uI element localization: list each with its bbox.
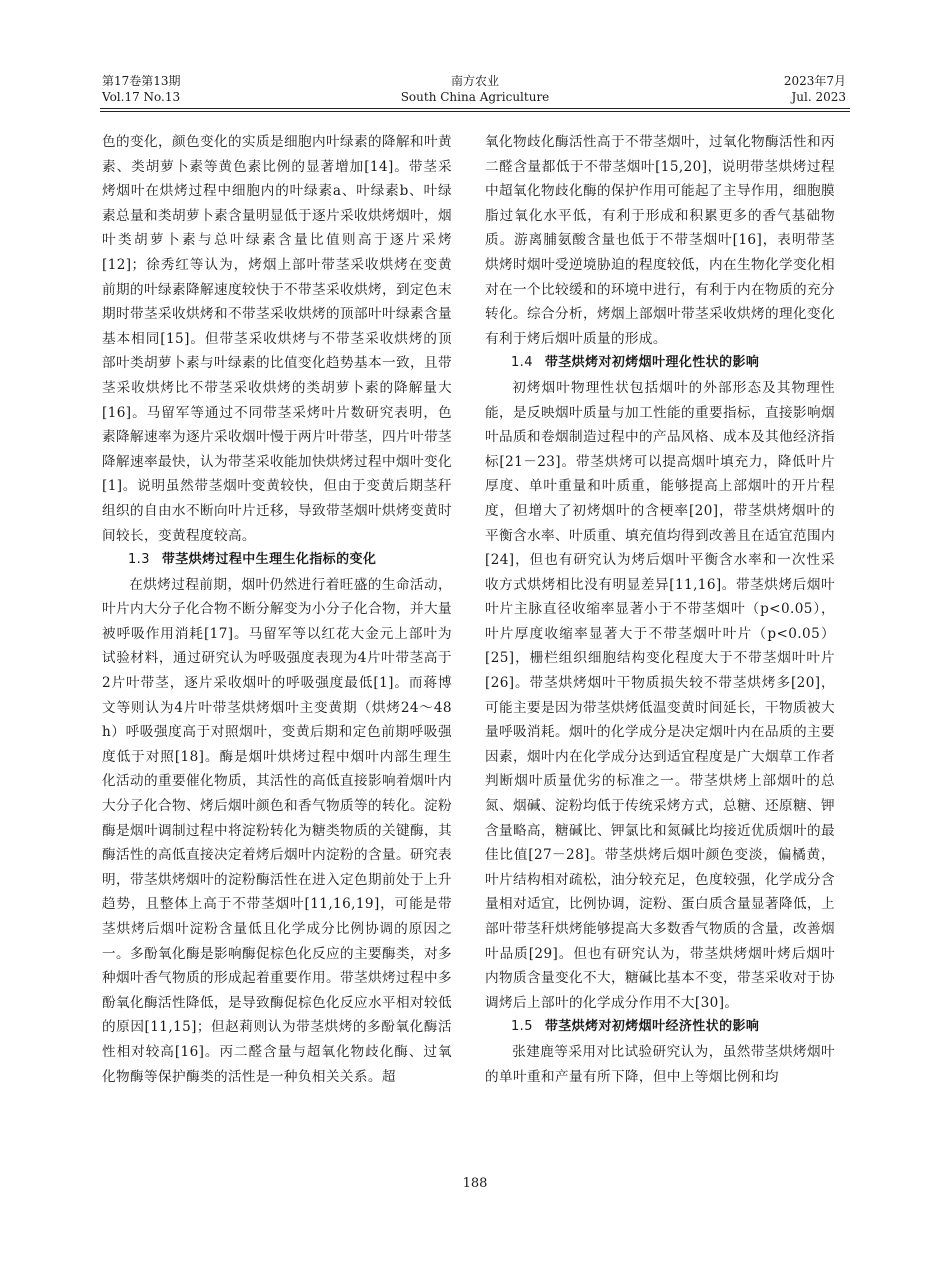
journal-date <box>784 73 846 105</box>
volume-issue-cn: 第17卷第13期 <box>102 74 181 88</box>
section-number: 1.4 <box>511 355 533 371</box>
paragraph: 色的变化，颜色变化的实质是细胞内叶绿素的降解和叶黄素、类胡萝卜素等黄色素比例的显著增加[14]。带茎采烤烟叶在烘烤过程中细胞内的叶绿素a、叶绿素b、叶绿素总量和类胡萝卜素含量明显低于逐片采收烘烤烟叶，烟叶类胡萝卜素与总叶绿素含量比值则高于逐片采烤[12]；徐秀红等认为，烤烟上部叶带茎采收烘烤在变黄前期的叶绿素降解速度较快于不带茎采收烘烤，到定色末期时带茎采收烘烤和不带茎采收烘烤的顶部叶叶绿素含量基本相同[15]。但带茎采收烘烤与不带茎采收烘烤的顶部叶类胡萝卜素与叶绿素的比值变化趋势基本一致，且带茎采收烘烤比不带茎采收烘烤的类胡萝卜素的降解量大[16]。马留军等通过不同带茎采烤叶片数研究表明，色素降解速率为逐片采收烟叶慢于两片叶带茎，四片叶带茎降解速率最快，认为带茎采收能加快烘烤过程中烟叶变化[1]。说明虽然带茎烟叶变黄较快，但由于变黄后期茎秆组织的自由水不断向叶片迁移，导致带茎烟叶烘烤变黄时间较长，变黄程度较高。 <box>102 134 452 544</box>
section-number: 1.3 <box>128 552 150 568</box>
section-heading-1-4 <box>485 351 835 376</box>
section-heading-1-5 <box>485 1015 835 1040</box>
header-rule <box>100 108 850 109</box>
date-en: Jul. 2023 <box>791 90 846 104</box>
journal-title-cn: 南方农业 <box>450 74 499 88</box>
section-number: 1.5 <box>511 1019 533 1035</box>
section-title: 带茎烘烤对初烤烟叶经济性状的影响 <box>544 1019 760 1035</box>
paragraph: 氧化物歧化酶活性高于不带茎烟叶，过氧化物酶活性和丙二醛含量都低于不带茎烟叶[15,20]，说明带茎烘烤过程中超氧化物歧化酶的保护作用可能起了主导作用，细胞膜脂过氧化水平低，有利于形成和积累更多的香气基础物质。游离脯氨酸含量也低于不带茎烟叶[16]，表明带茎烘烤时烟叶受逆境胁迫的程度较低，内在生物化学变化相对在一个比较缓和的环境中进行，有利于内在物质的充分转化。综合分析，烤烟上部烟叶带茎采收烘烤的理化变化有利于烤后烟叶质量的形成。 <box>485 134 835 347</box>
header-rule-thin <box>100 111 850 112</box>
paragraph: 初烤烟叶物理性状包括烟叶的外部形态及其物理性能，是反映烟叶质量与加工性能的重要指标，直接影响烟叶品质和卷烟制造过程中的产品风格、成本及其他经济指标[21－23]。带茎烘烤可以提高烟叶填充力，降低叶片厚度、单叶重量和叶质重，能够提高上部烟叶的开片程度，但增大了初烤烟叶的含梗率[20]，带茎烘烤烟叶的平衡含水率、叶质重、填充值均得到改善且在适宜范围内[24]，但也有研究认为烤后烟叶平衡含水率和一次性采收方式烘烤相比没有明显差异[11,16]。带茎烘烤后烟叶叶片主脉直径收缩率显著小于不带茎烟叶（p<0.05），叶片厚度收缩率显著大于不带茎烟叶叶片（p<0.05）[25]，栅栏组织细胞结构变化程度大于不带茎烟叶叶片[26]。带茎烘烤烟叶干物质损失较不带茎烘烤多[20]，可能主要是因为带茎烘烤低温变黄时间延长，干物质被大量呼吸消耗。烟叶的化学成分是决定烟叶内在品质的主要因素，烟叶内在化学成分达到适宜程度是广大烟草工作者判断烟叶质量优劣的标准之一。带茎烘烤上部烟叶的总氮、烟碱、淀粉均低于传统采烤方式，总糖、还原糖、钾含量略高，糖碱比、钾氯比和氮碱比均接近优质烟叶的最佳比值[27－28]。带茎烘烤后烟叶颜色变淡，偏橘黄，叶片结构相对疏松，油分较充足，色度较强，化学成分含量相对适宜，比例协调，淀粉、蛋白质含量显著降低，上部叶带茎秆烘烤能够提高大多数香气物质的含量，改善烟叶品质[29]。但也有研究认为，带茎烘烤烟叶烤后烟叶内物质含量变化不大，糖碱比基本不变，带茎采收对于协调烤后上部叶的化学成分作用不大[30]。 <box>485 379 835 1011</box>
left-column <box>102 130 452 1089</box>
section-title: 带茎烘烤对初烤烟叶理化性状的影响 <box>544 355 760 371</box>
section-heading-1-3 <box>102 548 452 573</box>
paragraph: 张建鹿等采用对比试验研究认为，虽然带茎烘烤烟叶的单叶重和产量有所下降，但中上等烟比例和均 <box>485 1043 835 1085</box>
paragraph: 在烘烤过程前期，烟叶仍然进行着旺盛的生命活动，叶片内大分子化合物不断分解变为小分子化合物，并大量被呼吸作用消耗[17]。马留军等以红花大金元上部叶为试验材料，通过研究认为呼吸强度表现为4片叶带茎高于2片叶带茎，逐片采收烟叶的呼吸强度最低[1]。而蒋博文等则认为4片叶带茎烘烤烟叶主变黄期（烘烤24～48 h）呼吸强度高于对照烟叶，变黄后期和定色前期呼吸强度低于对照[18]。酶是烟叶烘烤过程中烟叶内部生理生化活动的重要催化物质，其活性的高低直接影响着烟叶内大分子化合物、烤后烟叶颜色和香气物质等的转化。淀粉酶是烟叶调制过程中将淀粉转化为糖类物质的关键酶，其酶活性的高低直接决定着烤后烟叶内淀粉的含量。研究表明，带茎烘烤烟叶的淀粉酶活性在进入定色期前处于上升趋势，且整体上高于不带茎烟叶[11,16,19]，可能是带茎烘烤后烟叶淀粉含量低且化学成分比例协调的原因之一。多酚氧化酶是影响酶促棕色化反应的主要酶类，对多种烟叶香气物质的形成起着重要作用。带茎烘烤过程中多酚氧化酶活性降低，是导致酶促棕色化反应水平相对较低的原因[11,15]；但赵莉则认为带茎烘烤的多酚氧化酶活性相对较高[16]。丙二醛含量与超氧化物歧化酶、过氧化物酶等保护酶类的活性是一种负相关关系。超 <box>102 576 452 1085</box>
page-number: 188 <box>462 1176 488 1191</box>
right-column <box>485 130 835 1089</box>
section-title: 带茎烘烤过程中生理生化指标的变化 <box>161 552 377 568</box>
date-cn: 2023年7月 <box>783 74 846 88</box>
volume-issue-en: Vol.17 No.13 <box>102 90 181 104</box>
journal-title-en: South China Agriculture <box>400 90 550 104</box>
